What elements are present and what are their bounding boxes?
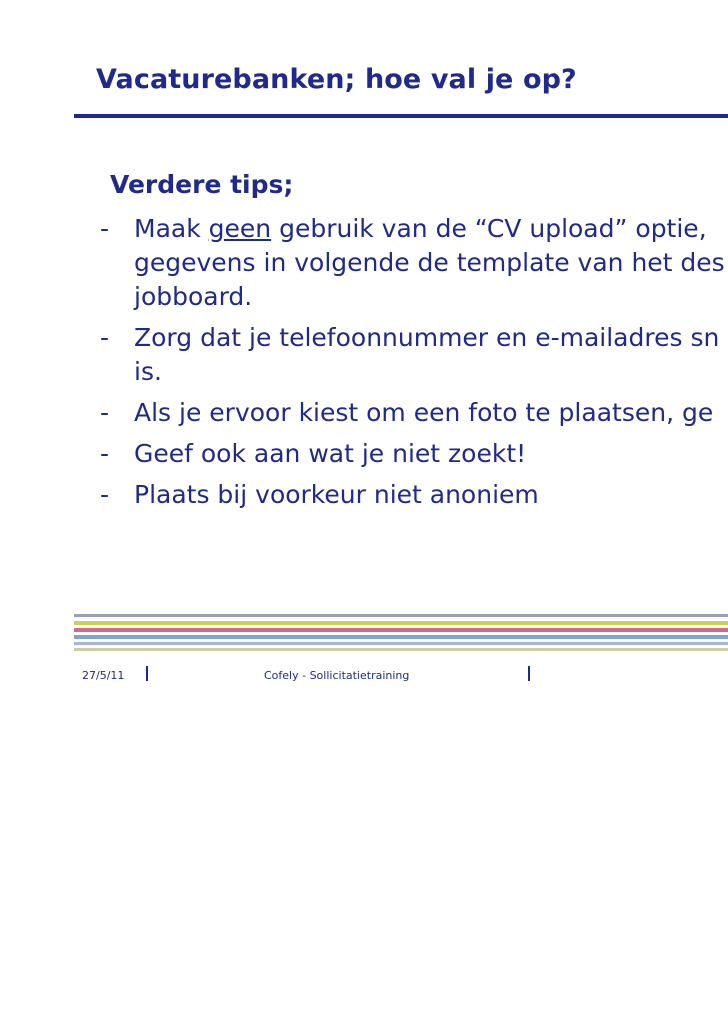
bullet-line: is.	[134, 357, 162, 386]
bullet-line	[134, 212, 725, 246]
stripe	[74, 648, 728, 651]
bullet-dash: -	[100, 480, 110, 509]
bullet-text-pre: Maak	[134, 214, 209, 243]
footer-separator	[146, 666, 148, 681]
slide-title: Vacaturebanken; hoe val je op?	[96, 64, 577, 95]
bullet-text-post: gebruik van de “CV upload” optie,	[271, 214, 707, 243]
bullet-line: jobboard.	[134, 282, 253, 311]
stripe	[74, 628, 728, 632]
stripe	[74, 635, 728, 639]
bullet-line: Geef ook aan wat je niet zoekt!	[134, 439, 527, 468]
bullet-dash: -	[100, 323, 110, 352]
bullet-dash: -	[100, 398, 110, 427]
bullet-item	[100, 321, 728, 389]
bullet-text-underlined: geen	[208, 214, 272, 243]
bullet-item	[100, 396, 728, 430]
bullet-list	[100, 212, 728, 519]
bullet-line: Plaats bij voorkeur niet anoniem	[134, 480, 539, 509]
slide-subheading: Verdere tips;	[110, 170, 294, 199]
bullet-dash: -	[100, 439, 110, 468]
bullet-item	[100, 478, 728, 512]
bullet-line: Als je ervoor kiest om een foto te plaatsen, ge	[134, 398, 714, 427]
stripe	[74, 621, 728, 625]
bullet-line: gegevens in volgende de template van het des	[134, 248, 725, 277]
footer-title: Cofely - Sollicitatietraining	[264, 669, 410, 682]
stripe	[74, 642, 728, 645]
footer-date: 27/5/11	[82, 669, 125, 682]
footer-separator	[528, 666, 530, 681]
bullet-item	[100, 437, 728, 471]
bullet-text	[134, 321, 719, 389]
bullet-line: Zorg dat je telefoonnummer en e-mailadres sn	[134, 323, 720, 352]
bullet-text	[134, 212, 725, 314]
stripe	[74, 614, 728, 617]
footer-stripes	[74, 614, 728, 652]
title-divider	[74, 114, 728, 118]
bullet-item	[100, 212, 728, 314]
bullet-dash: -	[100, 214, 110, 243]
